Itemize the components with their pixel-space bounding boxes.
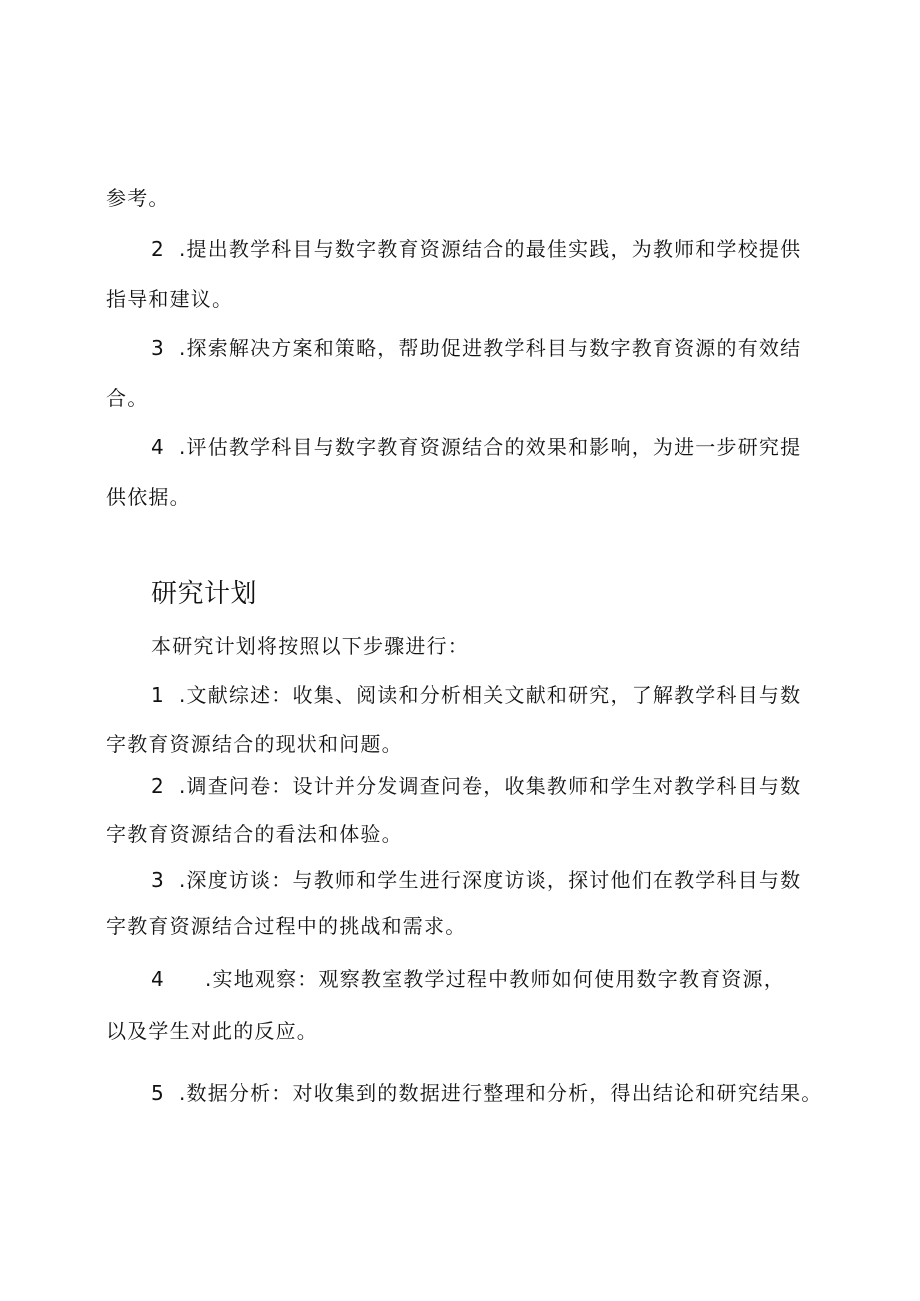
step-text: .深度访谈：与教师和学生进行深度访谈，探讨他们在教学科目与数 bbox=[178, 868, 802, 892]
step-text: .数据分析：对收集到的数据进行整理和分析，得出结论和研究结果。 bbox=[178, 1081, 823, 1105]
step-number: 5 bbox=[151, 1081, 165, 1105]
step-text: .实地观察：观察教室教学过程中教师如何使用数字教育资源， bbox=[204, 967, 785, 991]
goal-item-3-line-1 bbox=[151, 336, 801, 360]
step-number: 2 bbox=[151, 774, 165, 798]
step-item-2-line-2: 字教育资源结合的看法和体验。 bbox=[106, 822, 403, 846]
goal-text: .探索解决方案和策略，帮助促进教学科目与数字教育资源的有效结 bbox=[178, 336, 802, 360]
step-item-3-line-2: 字教育资源结合过程中的挑战和需求。 bbox=[106, 914, 467, 938]
step-item-5-line-1 bbox=[151, 1081, 823, 1105]
goal-item-4-line-2: 供依据。 bbox=[106, 485, 191, 509]
step-item-1-line-1 bbox=[151, 683, 801, 707]
step-number: 3 bbox=[151, 868, 165, 892]
step-text: .调查问卷：设计并分发调查问卷，收集教师和学生对教学科目与数 bbox=[178, 774, 802, 798]
goal-item-4-line-1 bbox=[151, 435, 801, 459]
step-item-4-line-1 bbox=[151, 967, 785, 991]
continued-text: 参考。 bbox=[106, 186, 170, 210]
step-item-3-line-1 bbox=[151, 868, 801, 892]
step-item-4-line-2: 以及学生对此的反应。 bbox=[106, 1019, 318, 1043]
goal-item-2-line-1 bbox=[151, 237, 801, 261]
goal-number: 4 bbox=[151, 435, 165, 459]
goal-number: 3 bbox=[151, 336, 165, 360]
step-number: 1 bbox=[151, 683, 165, 707]
goal-text: .评估教学科目与数字教育资源结合的效果和影响，为进一步研究提 bbox=[178, 435, 802, 459]
step-item-1-line-2: 字教育资源结合的现状和问题。 bbox=[106, 732, 403, 756]
goal-number: 2 bbox=[151, 237, 165, 261]
step-item-2-line-1 bbox=[151, 774, 801, 798]
goal-text: .提出教学科目与数字教育资源结合的最佳实践，为教师和学校提供 bbox=[178, 237, 802, 261]
step-text: .文献综述：收集、阅读和分析相关文献和研究，了解教学科目与数 bbox=[178, 683, 802, 707]
goal-item-2-line-2: 指导和建议。 bbox=[106, 287, 234, 311]
section-title: 研究计划 bbox=[151, 579, 258, 609]
goal-item-3-line-2: 合。 bbox=[106, 386, 149, 410]
step-number: 4 bbox=[151, 967, 165, 991]
section-intro: 本研究计划将按照以下步骤进行： bbox=[151, 634, 469, 658]
